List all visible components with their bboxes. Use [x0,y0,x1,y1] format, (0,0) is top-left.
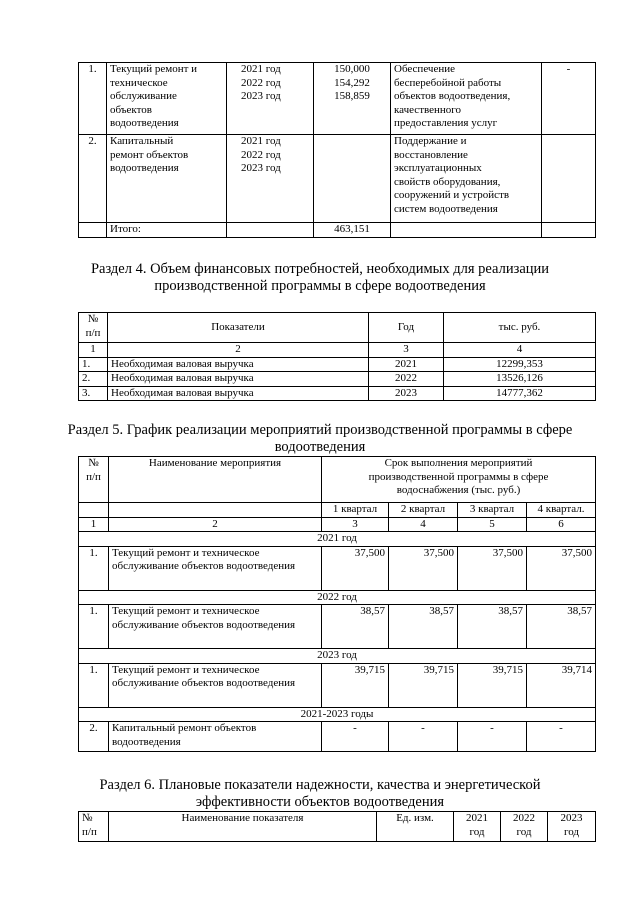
index-cell: 6 [527,517,596,532]
year: 2023 [369,386,444,401]
index-cell: 5 [458,517,527,532]
quarter-header: 2 квартал [389,503,458,518]
row-number: 2. [79,135,107,223]
amount: 12299,353 [444,357,596,372]
quarter-value: 37,500 [322,546,389,590]
index-cell: 2 [108,343,369,358]
section6-title: Раздел 6. Плановые показатели надежности, качества и энергетической эффективности объектов водоотведения [99,777,541,810]
quarter-value: 38,57 [527,605,596,649]
row-number: 1. [79,63,107,135]
quarter-value: 37,500 [458,546,527,590]
header-row [79,457,596,503]
index-row [79,517,596,532]
activity-name: Капитальный ремонт объектов водоотведения [107,135,227,223]
index-cell: 1 [79,343,108,358]
row-number: 1. [79,357,108,372]
activity-name: Текущий ремонт и техническое обслуживание объектов водоотведения [109,546,322,590]
quarter-header: 3 квартал [458,503,527,518]
activity-purpose: Обеспечение бесперебойной работы объектов водоотведения, качественного предоставления услуг [391,63,542,135]
row-number: 1. [79,546,109,590]
indicator-name: Необходимая валовая выручка [108,386,369,401]
group-label: 2021-2023 годы [79,707,596,722]
group-label-row [79,649,596,664]
col-year-header: 2023 год [548,812,596,842]
year: 2022 [369,372,444,387]
col-year-header: 2021 год [454,812,501,842]
col-amount-header: тыс. руб. [444,313,596,343]
quarter-value: - [389,722,458,752]
quarter-value: 39,714 [527,663,596,707]
col-unit-header: Ед. изм. [377,812,454,842]
header-row [79,812,596,842]
group-label-row [79,532,596,547]
quarter-value: 37,500 [527,546,596,590]
activity-name: Текущий ремонт и техническое обслуживание объектов водоотведения [107,63,227,135]
activity-values [314,135,391,223]
index-cell: 4 [444,343,596,358]
index-cell: 2 [109,517,322,532]
quarter-value: 39,715 [322,663,389,707]
col-name-header: Наименование мероприятия [109,457,322,503]
section4-title: Раздел 4. Объем финансовых потребностей, необходимых для реализации производственной программы в сфере водоотведения [90,261,550,294]
table-row [79,605,596,649]
quarter-value: 38,57 [458,605,527,649]
row-number: 1. [79,605,109,649]
col-indicator-header: Наименование показателя [109,812,377,842]
quarter-value: - [458,722,527,752]
col-indicator-header: Показатели [108,313,369,343]
index-row [79,343,596,358]
row-number: 2. [79,722,109,752]
quarters-row [79,503,596,518]
total-row [79,223,596,238]
activity-name: Текущий ремонт и техническое обслуживание объектов водоотведения [109,605,322,649]
group-label: 2021 год [79,532,596,547]
total-label: Итого: [107,223,227,238]
quarter-value: - [322,722,389,752]
quarter-header: 1 квартал [322,503,389,518]
col-number-header: № п/п [79,313,108,343]
total-value: 463,151 [314,223,391,238]
activity-purpose: Поддержание и восстановление эксплуатационных свойств оборудования, сооружений и устройств систем водоотведения [391,135,542,223]
indicator-name: Необходимая валовая выручка [108,357,369,372]
col-number-header: № п/п [79,457,109,503]
quarter-value: 39,715 [458,663,527,707]
index-cell: 3 [322,517,389,532]
index-cell: 1 [79,517,109,532]
col-year-header: Год [369,313,444,343]
amount: 14777,362 [444,386,596,401]
row-number: 3. [79,386,108,401]
activity-years: 2021 год 2022 год 2023 год [227,63,314,135]
quarter-header: 4 квартал. [527,503,596,518]
group-label: 2023 год [79,649,596,664]
indicator-name: Необходимая валовая выручка [108,372,369,387]
quarter-value: 38,57 [389,605,458,649]
quarter-value: 38,57 [322,605,389,649]
table-row [79,63,596,135]
col-year-header: 2022 год [501,812,548,842]
table-row [79,135,596,223]
table-row [79,546,596,590]
financial-needs-table [78,312,596,401]
table-row [79,372,596,387]
quarter-value: 39,715 [389,663,458,707]
table-row [79,386,596,401]
group-label: 2022 год [79,590,596,605]
quarter-value: 37,500 [389,546,458,590]
program-activities-table [78,62,596,238]
row-number: 2. [79,372,108,387]
group-label-row [79,590,596,605]
performance-indicators-table [78,811,596,842]
header-row [79,313,596,343]
activity-name: Текущий ремонт и техническое обслуживание объектов водоотведения [109,663,322,707]
col-number-header: № п/п [79,812,109,842]
table-row [79,663,596,707]
col-term-header: Срок выполнения мероприятий производственной программы в сфере водоснабжения (тыс. руб.) [322,457,596,503]
schedule-table [78,456,596,752]
group-label-row [79,707,596,722]
activity-extra [542,135,596,223]
year: 2021 [369,357,444,372]
row-number: 1. [79,663,109,707]
table-row [79,357,596,372]
index-cell: 4 [389,517,458,532]
index-cell: 3 [369,343,444,358]
quarter-value: - [527,722,596,752]
activity-values: 150,000 154,292 158,859 [314,63,391,135]
table-row [79,722,596,752]
activity-years: 2021 год 2022 год 2023 год [227,135,314,223]
activity-extra: - [542,63,596,135]
amount: 13526,126 [444,372,596,387]
activity-name: Капитальный ремонт объектов водоотведения [109,722,322,752]
section5-title: Раздел 5. График реализации мероприятий производственной программы в сфере водоотведения [67,422,573,455]
